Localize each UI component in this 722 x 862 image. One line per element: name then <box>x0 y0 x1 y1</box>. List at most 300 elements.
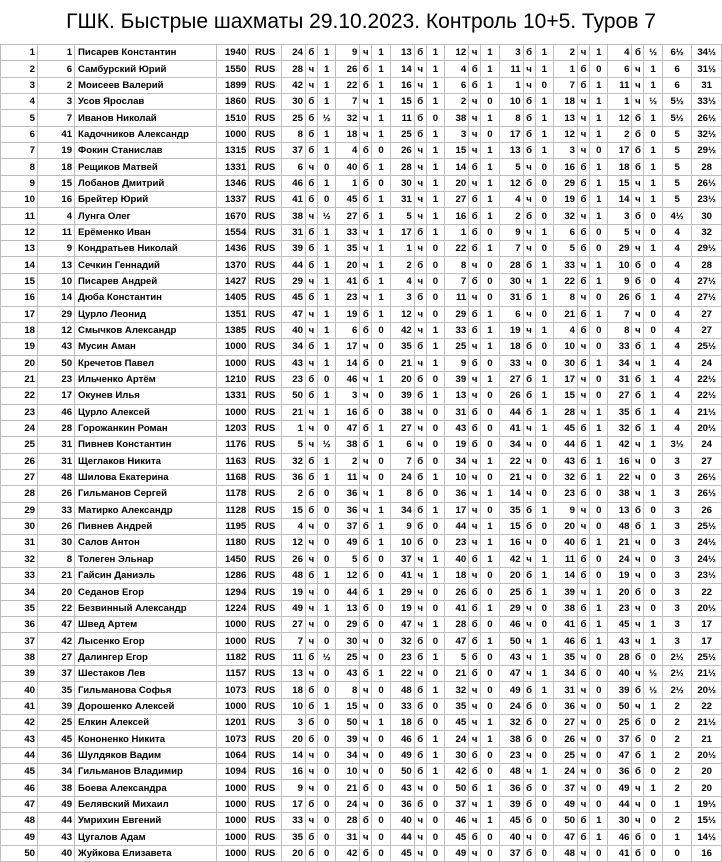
round-6-opponent: 41 <box>554 617 578 633</box>
round-5-opponent: 43 <box>499 649 523 665</box>
points: 3 <box>662 469 691 485</box>
round-1-color: б <box>305 126 317 142</box>
rating: 1000 <box>216 617 249 633</box>
points: 3 <box>662 584 691 600</box>
player-name: Писарев Андрей <box>75 273 217 289</box>
tiebreak: 17 <box>692 617 722 633</box>
round-3-opponent: 23 <box>390 649 414 665</box>
round-3-opponent: 26 <box>390 143 414 159</box>
round-1-opponent: 23 <box>281 371 305 387</box>
round-4-color: б <box>469 208 481 224</box>
round-2-result: 0 <box>372 469 391 485</box>
player-name: Горожанкин Роман <box>75 420 217 436</box>
round-1-result: 1 <box>317 355 336 371</box>
round-7-result: 1 <box>644 617 663 633</box>
round-7-opponent: 12 <box>608 110 632 126</box>
rating: 1000 <box>216 829 249 845</box>
round-2-opponent: 14 <box>336 355 360 371</box>
round-7-result: 1 <box>644 77 663 93</box>
round-4-color: б <box>469 747 481 763</box>
round-1-color: б <box>305 469 317 485</box>
round-2-result: 1 <box>372 371 391 387</box>
round-3-result: 1 <box>426 551 445 567</box>
round-3-opponent: 21 <box>390 355 414 371</box>
points: 4 <box>662 273 691 289</box>
round-6-color: ч <box>578 780 590 796</box>
round-4-opponent: 10 <box>445 469 469 485</box>
round-6-result: 1 <box>589 257 608 273</box>
country: RUS <box>249 61 282 77</box>
round-4-color: б <box>469 666 481 682</box>
round-4-result: 1 <box>481 61 500 77</box>
round-1-opponent: 13 <box>281 666 305 682</box>
round-3-color: ч <box>414 143 426 159</box>
round-5-result: 0 <box>535 796 554 812</box>
round-4-color: ч <box>469 175 481 191</box>
round-5-color: ч <box>523 306 535 322</box>
round-6-color: ч <box>578 584 590 600</box>
round-2-opponent: 6 <box>336 322 360 338</box>
round-6-result: 1 <box>589 45 608 61</box>
table-row <box>1 77 722 93</box>
round-1-opponent: 27 <box>281 617 305 633</box>
round-1-result: 0 <box>317 829 336 845</box>
table-row <box>1 143 722 159</box>
rating: 1331 <box>216 159 249 175</box>
round-6-result: 0 <box>589 339 608 355</box>
round-4-opponent: 45 <box>445 829 469 845</box>
country: RUS <box>249 649 282 665</box>
round-7-opponent: 11 <box>608 77 632 93</box>
round-4-opponent: 28 <box>445 617 469 633</box>
round-7-result: 1 <box>644 371 663 387</box>
tiebreak: 25½ <box>692 518 722 534</box>
round-7-opponent: 26 <box>608 290 632 306</box>
tiebreak: 21½ <box>692 715 722 731</box>
place: 30 <box>1 518 38 534</box>
round-7-result: 1 <box>644 192 663 208</box>
place: 38 <box>1 649 38 665</box>
start-no: 11 <box>38 224 75 240</box>
round-3-color: ч <box>414 584 426 600</box>
round-2-opponent: 26 <box>336 61 360 77</box>
round-2-opponent: 4 <box>336 143 360 159</box>
player-name: Дорошенко Алексей <box>75 698 217 714</box>
round-7-result: ½ <box>644 682 663 698</box>
round-7-color: ч <box>632 322 644 338</box>
round-3-opponent: 20 <box>390 371 414 387</box>
rating: 1000 <box>216 698 249 714</box>
points: 4 <box>662 339 691 355</box>
round-7-color: ч <box>632 486 644 502</box>
round-6-color: б <box>578 322 590 338</box>
round-7-color: ч <box>632 175 644 191</box>
round-3-opponent: 2 <box>390 257 414 273</box>
round-6-color: б <box>578 666 590 682</box>
start-no: 38 <box>38 780 75 796</box>
round-7-color: ч <box>632 224 644 240</box>
round-3-color: ч <box>414 241 426 257</box>
round-7-opponent: 1 <box>608 94 632 110</box>
start-no: 1 <box>38 45 75 61</box>
round-5-color: б <box>523 780 535 796</box>
round-6-color: б <box>578 306 590 322</box>
round-5-result: 0 <box>535 600 554 616</box>
points: 6 <box>662 77 691 93</box>
round-7-result: 1 <box>644 175 663 191</box>
round-4-result: 0 <box>481 437 500 453</box>
round-6-color: б <box>578 355 590 371</box>
round-1-result: 1 <box>317 306 336 322</box>
points: 4½ <box>662 208 691 224</box>
round-2-result: 1 <box>372 666 391 682</box>
round-6-color: ч <box>578 682 590 698</box>
round-2-opponent: 21 <box>336 780 360 796</box>
round-6-result: 1 <box>589 404 608 420</box>
round-7-opponent: 8 <box>608 322 632 338</box>
place: 36 <box>1 617 38 633</box>
round-6-color: ч <box>578 764 590 780</box>
round-4-opponent: 15 <box>445 143 469 159</box>
start-no: 7 <box>38 110 75 126</box>
points: 2 <box>662 813 691 829</box>
player-name: Лысенко Егор <box>75 633 217 649</box>
round-7-opponent: 37 <box>608 731 632 747</box>
player-name: Мусин Аман <box>75 339 217 355</box>
round-7-opponent: 42 <box>608 437 632 453</box>
round-4-color: б <box>469 159 481 175</box>
tiebreak: 17 <box>692 633 722 649</box>
round-6-opponent: 7 <box>554 77 578 93</box>
round-3-color: ч <box>414 600 426 616</box>
round-4-color: ч <box>469 110 481 126</box>
round-1-opponent: 38 <box>281 208 305 224</box>
round-4-opponent: 22 <box>445 241 469 257</box>
round-3-opponent: 19 <box>390 600 414 616</box>
round-1-opponent: 40 <box>281 322 305 338</box>
round-1-result: ½ <box>317 649 336 665</box>
round-1-color: б <box>305 486 317 502</box>
country: RUS <box>249 420 282 436</box>
round-7-opponent: 28 <box>608 649 632 665</box>
country: RUS <box>249 388 282 404</box>
round-2-result: 1 <box>372 273 391 289</box>
round-7-opponent: 34 <box>608 355 632 371</box>
round-5-opponent: 22 <box>499 453 523 469</box>
round-4-result: 0 <box>481 94 500 110</box>
round-2-color: ч <box>360 829 372 845</box>
round-6-color: ч <box>578 110 590 126</box>
round-4-color: ч <box>469 94 481 110</box>
round-4-result: 1 <box>481 192 500 208</box>
place: 32 <box>1 551 38 567</box>
round-2-result: 1 <box>372 192 391 208</box>
rating: 1337 <box>216 192 249 208</box>
round-4-opponent: 35 <box>445 698 469 714</box>
country: RUS <box>249 845 282 861</box>
start-no: 18 <box>38 159 75 175</box>
round-2-opponent: 37 <box>336 518 360 534</box>
round-2-opponent: 28 <box>336 813 360 829</box>
round-4-color: б <box>469 224 481 240</box>
round-6-result: 0 <box>589 241 608 257</box>
round-1-opponent: 15 <box>281 502 305 518</box>
round-1-opponent: 20 <box>281 731 305 747</box>
points: 2 <box>662 731 691 747</box>
round-2-result: 1 <box>372 241 391 257</box>
round-3-opponent: 34 <box>390 502 414 518</box>
round-3-color: б <box>414 94 426 110</box>
rating: 1286 <box>216 568 249 584</box>
player-name: Моисеев Валерий <box>75 77 217 93</box>
points: 4 <box>662 290 691 306</box>
round-1-result: 1 <box>317 568 336 584</box>
round-3-color: ч <box>414 61 426 77</box>
round-6-result: 0 <box>589 698 608 714</box>
round-6-result: 1 <box>589 306 608 322</box>
round-6-opponent: 16 <box>554 159 578 175</box>
round-3-opponent: 8 <box>390 486 414 502</box>
round-3-opponent: 3 <box>390 290 414 306</box>
round-3-color: ч <box>414 77 426 93</box>
round-3-opponent: 29 <box>390 584 414 600</box>
country: RUS <box>249 322 282 338</box>
round-1-color: б <box>305 453 317 469</box>
country: RUS <box>249 486 282 502</box>
table-row <box>1 241 722 257</box>
round-6-opponent: 46 <box>554 633 578 649</box>
round-5-color: б <box>523 126 535 142</box>
round-3-result: 0 <box>426 371 445 387</box>
round-2-result: 1 <box>372 715 391 731</box>
standings-table <box>0 44 722 862</box>
round-2-opponent: 22 <box>336 77 360 93</box>
rating: 1000 <box>216 845 249 861</box>
round-5-color: ч <box>523 192 535 208</box>
round-2-color: б <box>360 617 372 633</box>
round-5-opponent: 31 <box>499 290 523 306</box>
points: 4 <box>662 388 691 404</box>
round-7-color: ч <box>632 453 644 469</box>
round-1-result: 0 <box>317 371 336 387</box>
round-7-color: б <box>632 764 644 780</box>
start-no: 27 <box>38 649 75 665</box>
round-4-result: 1 <box>481 551 500 567</box>
round-3-result: 0 <box>426 698 445 714</box>
round-4-opponent: 42 <box>445 764 469 780</box>
round-1-opponent: 16 <box>281 764 305 780</box>
round-6-color: ч <box>578 45 590 61</box>
round-4-opponent: 14 <box>445 159 469 175</box>
round-5-result: 1 <box>535 649 554 665</box>
round-5-color: ч <box>523 453 535 469</box>
table-row <box>1 208 722 224</box>
round-4-opponent: 39 <box>445 371 469 387</box>
round-2-result: 0 <box>372 453 391 469</box>
round-4-color: ч <box>469 518 481 534</box>
round-4-opponent: 50 <box>445 780 469 796</box>
round-4-opponent: 30 <box>445 747 469 763</box>
rating: 1000 <box>216 355 249 371</box>
round-4-color: б <box>469 600 481 616</box>
round-7-result: 1 <box>644 355 663 371</box>
round-2-color: ч <box>360 469 372 485</box>
round-2-result: 1 <box>372 420 391 436</box>
round-4-opponent: 27 <box>445 192 469 208</box>
country: RUS <box>249 584 282 600</box>
round-1-opponent: 6 <box>281 159 305 175</box>
country: RUS <box>249 453 282 469</box>
round-5-color: ч <box>523 224 535 240</box>
round-4-result: 1 <box>481 322 500 338</box>
round-6-opponent: 35 <box>554 649 578 665</box>
player-name: Кононенко Никита <box>75 731 217 747</box>
round-3-opponent: 27 <box>390 420 414 436</box>
round-3-result: 0 <box>426 290 445 306</box>
round-1-result: 1 <box>317 143 336 159</box>
round-6-color: ч <box>578 339 590 355</box>
round-7-color: ч <box>632 192 644 208</box>
table-row <box>1 731 722 747</box>
round-6-result: 1 <box>589 110 608 126</box>
round-1-color: ч <box>305 617 317 633</box>
rating: 1176 <box>216 437 249 453</box>
round-5-color: б <box>523 404 535 420</box>
start-no: 39 <box>38 698 75 714</box>
round-2-opponent: 3 <box>336 388 360 404</box>
round-6-color: б <box>578 617 590 633</box>
round-4-opponent: 3 <box>445 126 469 142</box>
tiebreak: 26 <box>692 502 722 518</box>
round-4-color: б <box>469 273 481 289</box>
round-2-result: 0 <box>372 404 391 420</box>
round-1-color: б <box>305 568 317 584</box>
round-5-opponent: 17 <box>499 126 523 142</box>
round-7-result: 1 <box>644 518 663 534</box>
player-name: Пивнев Андрей <box>75 518 217 534</box>
points: 0 <box>662 845 691 861</box>
points: 2 <box>662 698 691 714</box>
player-name: Цугалов Адам <box>75 829 217 845</box>
round-5-color: б <box>523 94 535 110</box>
round-2-opponent: 34 <box>336 747 360 763</box>
round-4-result: 0 <box>481 388 500 404</box>
round-5-result: 1 <box>535 502 554 518</box>
round-6-opponent: 48 <box>554 845 578 861</box>
round-6-result: 0 <box>589 224 608 240</box>
tiebreak: 20 <box>692 780 722 796</box>
tiebreak: 31 <box>692 77 722 93</box>
round-5-color: ч <box>523 535 535 551</box>
tiebreak: 27½ <box>692 273 722 289</box>
player-name: Шулдяков Вадим <box>75 747 217 763</box>
round-2-result: 0 <box>372 698 391 714</box>
round-5-color: б <box>523 518 535 534</box>
round-7-color: ч <box>632 306 644 322</box>
round-5-color: б <box>523 698 535 714</box>
round-5-result: 0 <box>535 617 554 633</box>
round-3-color: ч <box>414 551 426 567</box>
round-1-result: 0 <box>317 780 336 796</box>
round-4-color: ч <box>469 813 481 829</box>
start-no: 23 <box>38 371 75 387</box>
round-4-result: 1 <box>481 339 500 355</box>
place: 15 <box>1 273 38 289</box>
round-4-opponent: 21 <box>445 666 469 682</box>
start-no: 9 <box>38 241 75 257</box>
round-4-color: ч <box>469 453 481 469</box>
round-7-color: ч <box>632 796 644 812</box>
round-6-color: б <box>578 829 590 845</box>
round-6-color: ч <box>578 126 590 142</box>
player-name: Седанов Егор <box>75 584 217 600</box>
round-2-result: 0 <box>372 764 391 780</box>
tiebreak: 26½ <box>692 110 722 126</box>
start-no: 33 <box>38 502 75 518</box>
round-3-color: б <box>414 486 426 502</box>
round-7-color: б <box>632 584 644 600</box>
round-1-color: б <box>305 731 317 747</box>
round-6-opponent: 23 <box>554 486 578 502</box>
round-6-color: б <box>578 600 590 616</box>
round-6-color: ч <box>578 747 590 763</box>
round-5-color: б <box>523 388 535 404</box>
round-5-color: ч <box>523 551 535 567</box>
table-row <box>1 437 722 453</box>
round-2-result: 0 <box>372 388 391 404</box>
round-6-opponent: 32 <box>554 469 578 485</box>
round-5-color: б <box>523 682 535 698</box>
player-name: Безвинный Александр <box>75 600 217 616</box>
round-5-opponent: 45 <box>499 813 523 829</box>
round-7-result: 0 <box>644 568 663 584</box>
country: RUS <box>249 159 282 175</box>
round-3-result: 0 <box>426 241 445 257</box>
round-3-color: ч <box>414 845 426 861</box>
round-4-result: 0 <box>481 257 500 273</box>
tiebreak: 25½ <box>692 339 722 355</box>
round-4-opponent: 8 <box>445 257 469 273</box>
round-4-opponent: 31 <box>445 404 469 420</box>
round-7-opponent: 10 <box>608 257 632 273</box>
round-4-color: ч <box>469 796 481 812</box>
round-5-opponent: 1 <box>499 77 523 93</box>
table-row <box>1 829 722 845</box>
round-4-color: б <box>469 404 481 420</box>
start-no: 34 <box>38 764 75 780</box>
player-name: Фокин Станислав <box>75 143 217 159</box>
round-4-result: 0 <box>481 502 500 518</box>
place: 5 <box>1 110 38 126</box>
round-7-opponent: 49 <box>608 780 632 796</box>
start-no: 49 <box>38 796 75 812</box>
round-1-result: 1 <box>317 273 336 289</box>
start-no: 42 <box>38 633 75 649</box>
table-row <box>1 568 722 584</box>
round-4-opponent: 29 <box>445 306 469 322</box>
round-4-color: б <box>469 420 481 436</box>
round-2-opponent: 25 <box>336 649 360 665</box>
rating: 1000 <box>216 339 249 355</box>
round-2-result: 0 <box>372 355 391 371</box>
round-6-color: б <box>578 551 590 567</box>
round-7-opponent: 23 <box>608 600 632 616</box>
player-name: Лобанов Дмитрий <box>75 175 217 191</box>
rating: 1000 <box>216 796 249 812</box>
round-5-color: ч <box>523 829 535 845</box>
round-2-color: б <box>360 322 372 338</box>
round-7-opponent: 27 <box>608 388 632 404</box>
